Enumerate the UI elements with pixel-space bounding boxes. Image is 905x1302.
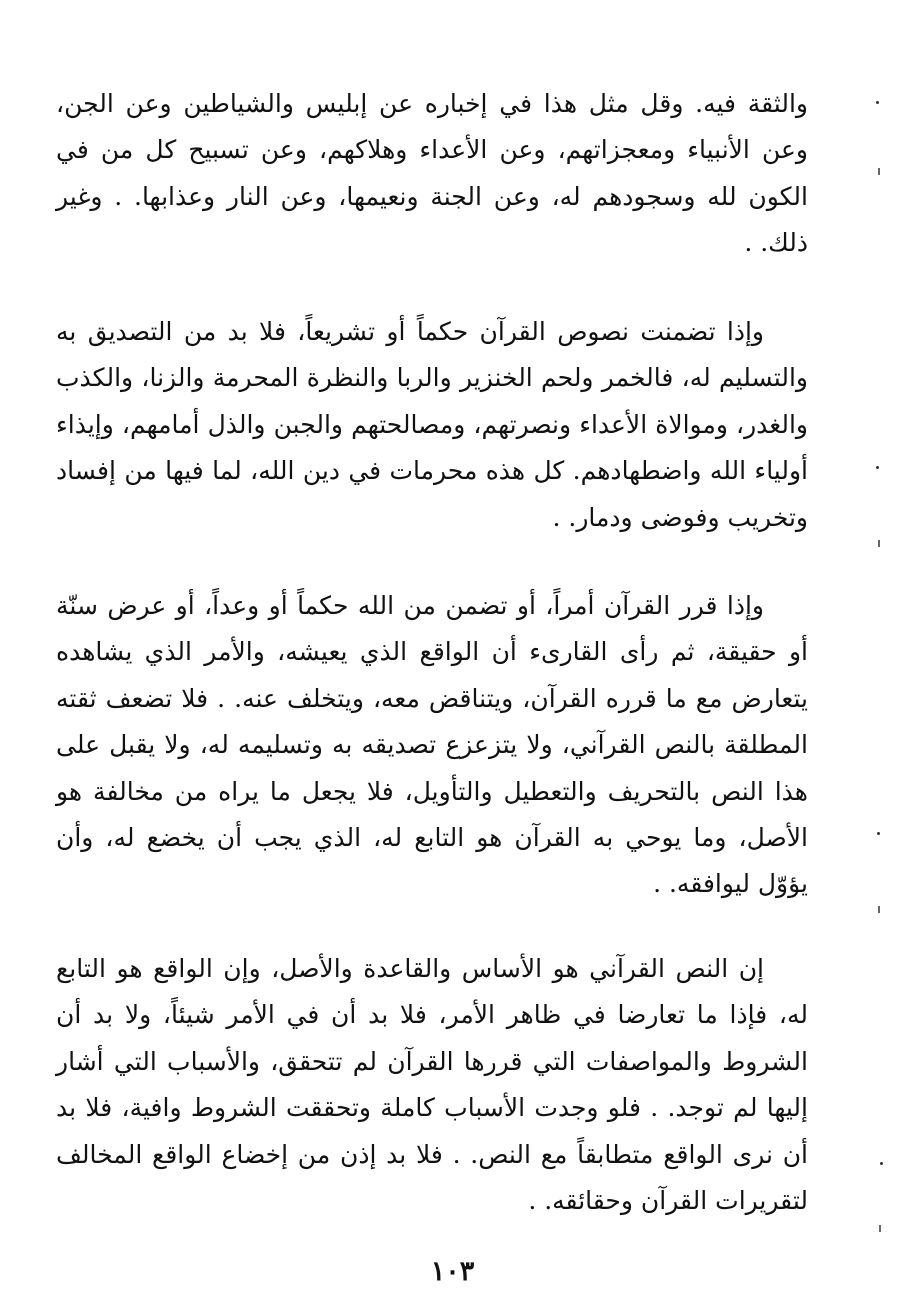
paragraph-3-text: وإذا قرر القرآن أمراً، أو تضمن من الله حكماً أو وعداً، أو عرض سنّة أو حقيقة، ثم رأى القارىء أن الواقع الذي يعيشه، والأمر الذي يشاهده يتعارض مع ما قرره القرآن، ويتناقض معه، ويتخلف عنه. . فلا تضعف ثقته المطلقة بالنص القرآني، ولا يتزعزع تصديقه به وتسليمه له، ولا يقبل على هذا النص بالتحريف والتعطيل والتأويل، فلا يجعل ما يراه من مخالفة هو الأصل، وما يوحي به القرآن هو التابع له، الذي يجب أن يخضع له، وأن يؤوّل ليوافقه. . — [56, 591, 808, 899]
paragraph-2-text: وإذا تضمنت نصوص القرآن حكماً أو تشريعاً، فلا بد من التصديق به والتسليم له، فالخمر ولحم الخنزير والربا والنظرة المحرمة والزنا، والكذب والغدر، وموالاة الأعداء ونصرتهم، ومصالحتهم والجبن والذل أمامهم، وإيذاء أولياء الله واضطهادهم. كل هذه محرمات في دين الله، لما فيها من إفساد وتخريب وفوضى ودمار. . — [56, 317, 808, 532]
scan-speck — [877, 832, 880, 835]
scan-speck — [878, 906, 880, 913]
paragraph-2 — [56, 309, 808, 541]
paragraph-4-text: إن النص القرآني هو الأساس والقاعدة والأصل، وإن الواقع هو التابع له، فإذا ما تعارضا في ظاهر الأمر، فلا بد أن في الأمر شيئاً، ولا بد أن الشروط والمواصفات التي قررها القرآن لم تتحقق، والأسباب التي أشار إليها لم توجد. . فلو وجدت الأسباب كاملة وتحققت الشروط وافية، فلا بد أن نرى الواقع متطابقاً مع النص. . فلا بد إذن من إخضاع الواقع المخالف لتقريرات القرآن وحقائقه. . — [56, 954, 808, 1216]
paragraph-1 — [56, 81, 808, 267]
scan-speck — [878, 540, 880, 547]
scan-speck — [876, 101, 879, 104]
scan-speck — [878, 168, 880, 175]
scan-speck — [876, 466, 879, 469]
paragraph-3 — [56, 583, 808, 908]
page-number: ١٠٣ — [430, 1256, 475, 1287]
scan-speck — [879, 1225, 881, 1232]
scan-speck — [880, 1162, 883, 1165]
paragraph-4 — [56, 946, 808, 1224]
paragraph-1-text: والثقة فيه. وقل مثل هذا في إخباره عن إبليس والشياطين وعن الجن، وعن الأنبياء ومعجزاتهم، وعن الأعداء وهلاكهم، وعن تسبيح كل من في الكون لله وسجودهم له، وعن الجنة ونعيمها، وعن النار وعذابها. . وغير ذلك. . — [56, 89, 808, 258]
